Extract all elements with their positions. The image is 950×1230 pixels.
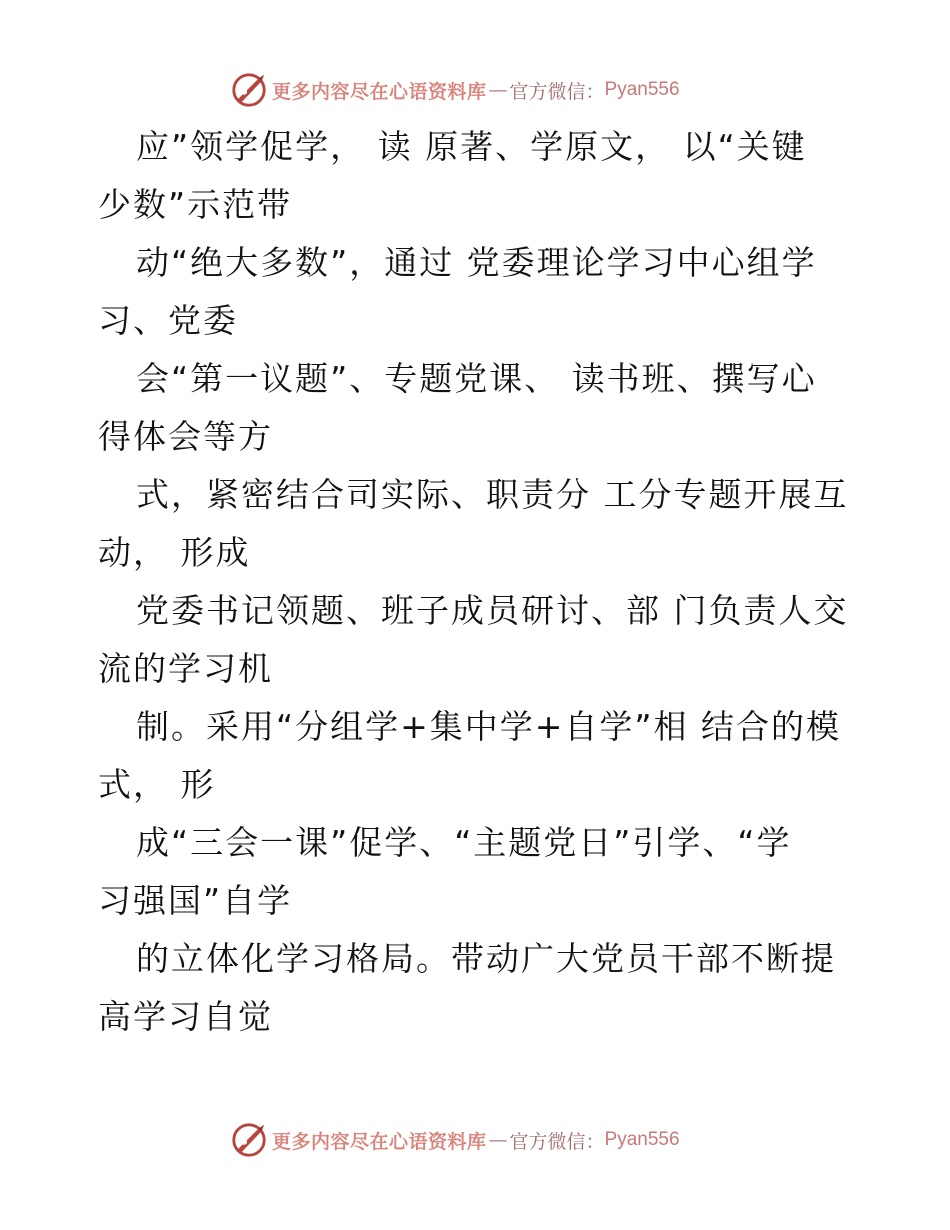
text-line: 得体会等方 [98,417,273,456]
text-line: 党委书记领题、班子成员研讨、部 门负责人交 [136,591,849,630]
banner-contact-label: 官方微信： [509,1130,605,1153]
text-line: 流的学习机 [98,649,273,688]
text-line: 动， 形成 [98,533,251,572]
document-body [98,118,898,1046]
text-line: 制。采用“分组学+集中学+自学”相 结合的模 [136,707,841,746]
text-line: 式，紧密结合司实际、职责分 工分专题开展互 [136,475,849,514]
banner-separator: — [488,1129,508,1151]
text-line: 少数”示范带 [98,185,293,224]
quill-pen-icon [230,71,268,109]
footer-banner [230,1120,680,1160]
text-line: 成“三会一课”促学、“主题党日”引学、“学 [136,823,792,862]
text-line: 习强国”自学 [98,881,293,920]
quill-pen-icon [230,1121,268,1159]
banner-separator: — [488,79,508,101]
text-line: 动“绝大多数”，通过 党委理论学习中心组学 [136,243,817,282]
banner-contact-id: Pyan556 [604,1129,680,1150]
banner-contact-label: 官方微信： [509,80,605,103]
text-line: 会“第一议题”、专题党课、 读书班、撰写心 [136,359,817,398]
text-line: 式， 形 [98,765,216,804]
text-line: 的立体化学习格局。带动广大党员干部不断提 [136,939,836,978]
text-line: 习、党委 [98,301,238,340]
header-banner [230,70,680,110]
banner-title: 更多内容尽在心语资料库 [272,1130,487,1153]
banner-title: 更多内容尽在心语资料库 [272,80,487,103]
text-line: 应”领学促学， 读 原著、学原文， 以“关键 [136,127,807,166]
banner-contact-id: Pyan556 [604,79,680,100]
text-line: 高学习自觉 [98,997,273,1036]
